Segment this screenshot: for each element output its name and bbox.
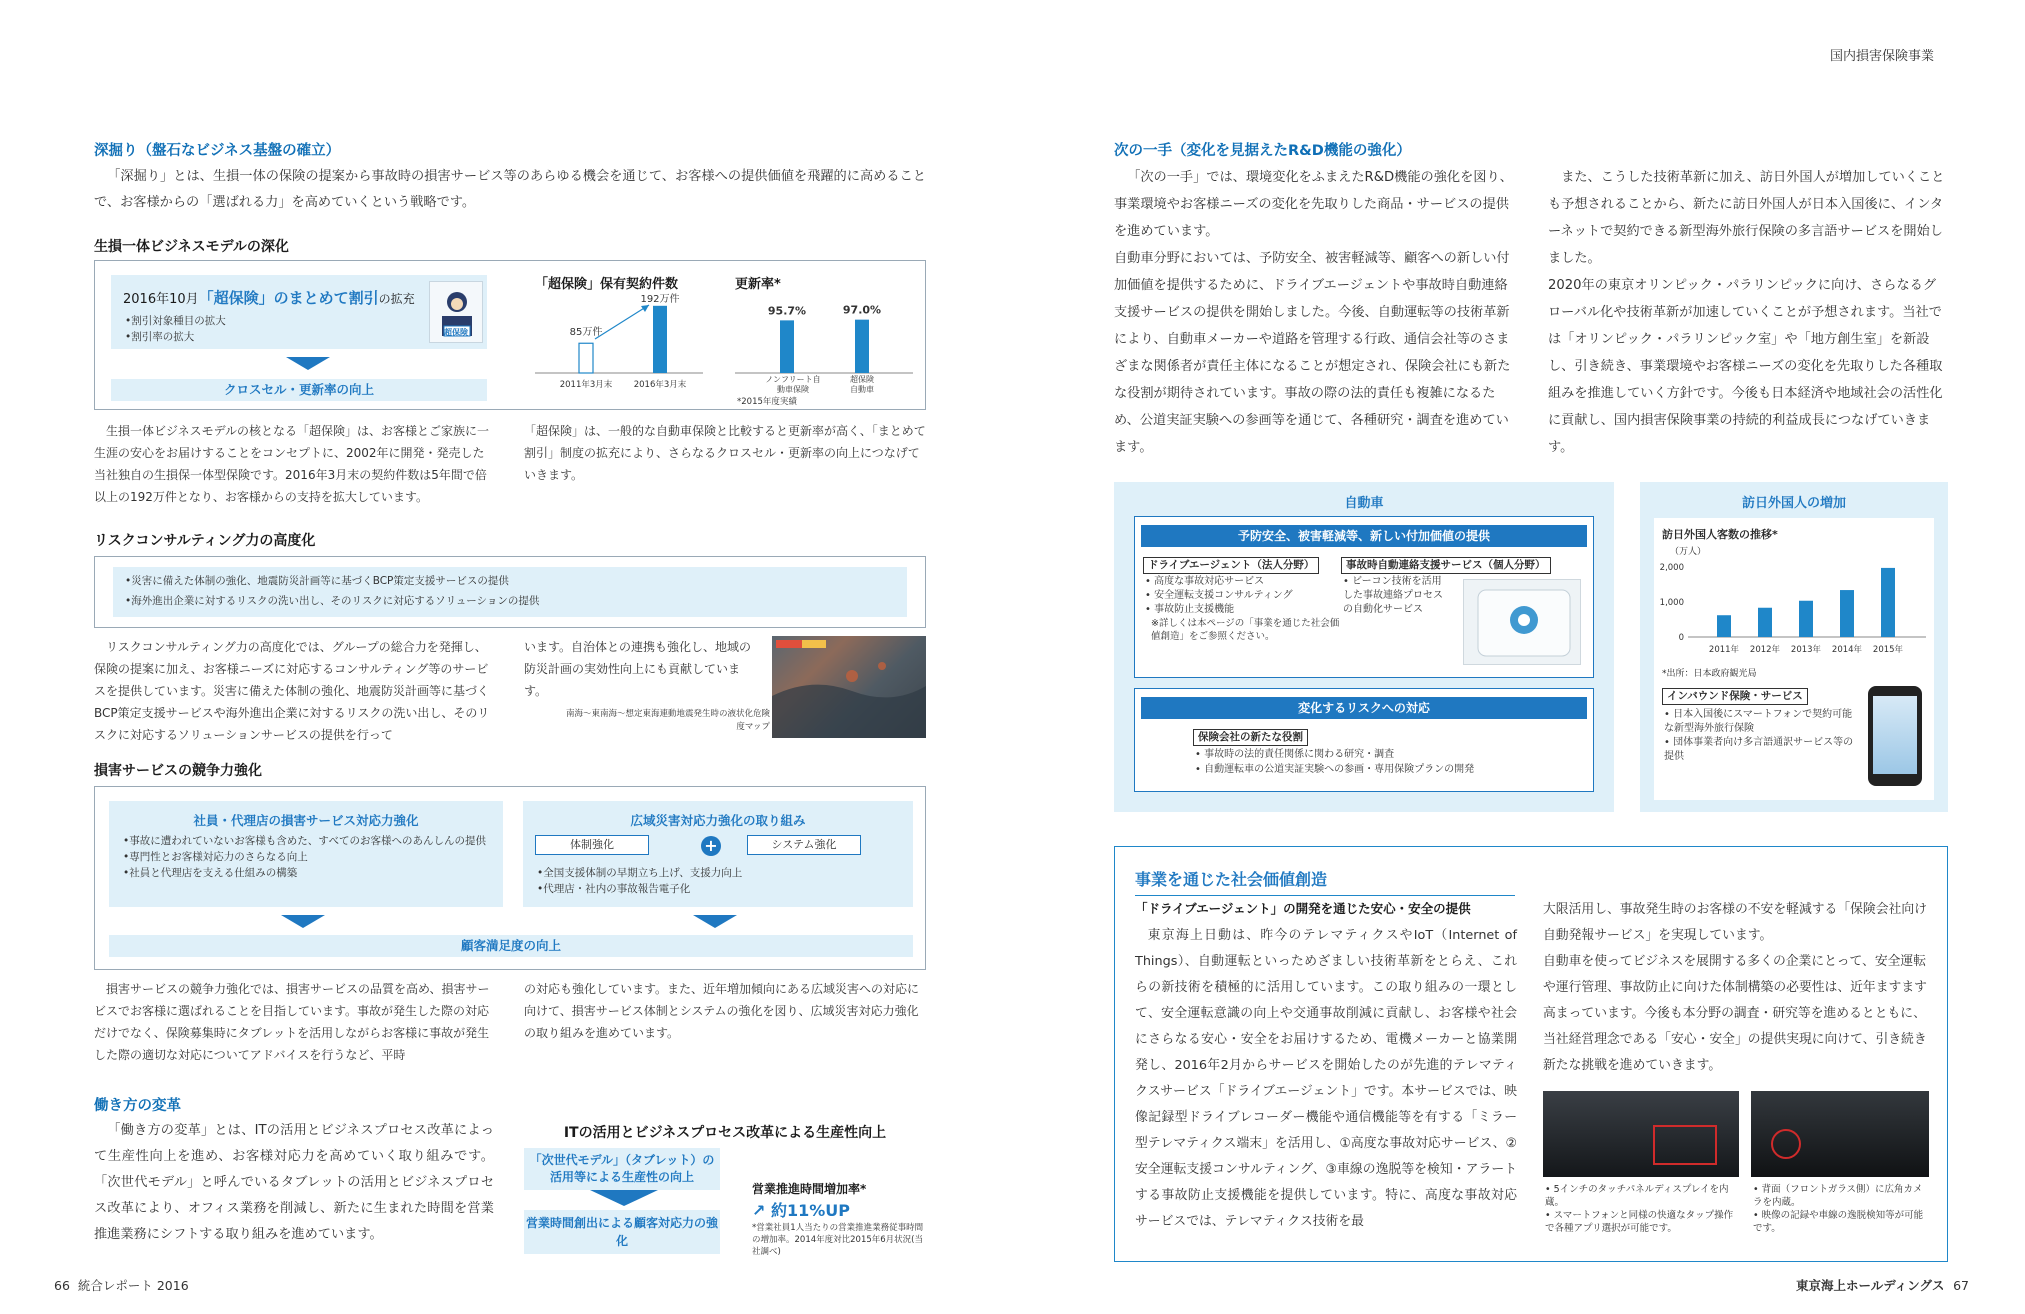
- da-bullet: • 高度な事故対応サービス: [1145, 576, 1265, 587]
- visitors-panel-title: 訪日外国人の増加: [1741, 496, 1846, 511]
- plus-icon: +: [701, 836, 721, 856]
- work-fig-title: ITの活用とビジネスプロセス改革による生産性向上: [563, 1125, 887, 1141]
- next-col1: 「次の一手」では、環境変化をふまえたR&D機能の強化を図り、事業環境やお客様ニーズの変化を先取りした商品・サービスの提供を進めています。 自動車分野においては、予防安全、被害軽減等、顧客への新しい付加価値を提供するために、ドライブエージェントや事故時自動連絡支援サービスの提供を開始しました。今後、自動運転等の技術革新により、自動車メーカーや道路を管理する行政、通信会社等のさまざまな関係者が責任主体になることが想定され、保険会社にも新たな役割が期待されています。事故の際の法的責任も複雑になるため、公道実証実験への参画等を通じて、各種研究・調査を進めています。: [1114, 170, 1513, 455]
- claims-col1-title: 社員・代理店の損害サービス対応力強化: [193, 813, 419, 828]
- claims-col1-bullet: •社員と代理店を支える仕組みの構築: [123, 867, 298, 879]
- chart1-cat-2016: 2016年3月末: [633, 380, 687, 390]
- visitors-chart-title: 訪日外国人客数の推移*: [1662, 528, 1778, 541]
- offer-bullet-2: •割引率の拡大: [125, 331, 195, 343]
- visitors-bar-2012: [1758, 608, 1772, 637]
- crosssell-bar: クロスセル・更新率の向上: [111, 379, 487, 401]
- cap1-line: • 5インチのタッチパネルディスプレイを内蔵。: [1545, 1184, 1729, 1208]
- risk-bullet-2: •海外進出企業に対するリスクの洗い出し、そのリスクに対応するソリューションの提供: [125, 595, 540, 607]
- map-caption: 南海～東南海～想定東海連動地震発生時の液状化危険度マップ: [565, 709, 770, 732]
- csv-heading: 事業を通じた社会価値創造: [1135, 870, 1328, 889]
- offer-title: [123, 287, 415, 308]
- liquefaction-map-image: [772, 636, 926, 738]
- chart1-growth-arrow: [595, 305, 649, 339]
- auto-risk-box: [1134, 688, 1594, 792]
- chart1-arrowhead: [641, 305, 649, 312]
- risk-body-1: リスクコンサルティング力の高度化では、グループの総合力を発揮し、保険の提案に加え、お客様ニーズに対応するコンサルティング等のサービスを提供しています。災害に備えた体制の強化、地震防災計画等に基づくBCP策定支援サービスや海外進出企業に対するリスクの洗い出し、そのリスクに対応するソリューションサービスの提供を行って: [94, 640, 490, 742]
- claims-col2-bullet: •代理店・社内の事故報告電子化: [537, 883, 691, 895]
- claims-col2-bullet: •全国支援体制の早期立ち上げ、支援力向上: [537, 867, 743, 879]
- auto-panel-title: 自動車: [1344, 496, 1384, 511]
- role-bullet: • 自動運転車の公道実証実験への参画・専用保険プランの開発: [1195, 764, 1475, 775]
- visitors-bar-2013: [1799, 601, 1813, 637]
- claims-col1-bullets: [123, 833, 493, 881]
- footer-right: [1796, 1276, 1969, 1294]
- claims-col1: [109, 801, 503, 907]
- smartphone-image: [1868, 686, 1922, 786]
- auto-value-box: [1134, 516, 1594, 678]
- csv-col2: 大限活用し、事故発生時のお客様の不安を軽減する「保険会社向け自動発報サービス」を実現しています。 自動車を使ってビジネスを展開する多くの企業にとって、安全運転や運行管理、事故防止に向けた体制構築の必要性は、近年ますます高まっています。今後も本分野の調査・研究等を進めるとともに、当社経営理念である「安心・安全」の提供実現に向けて、引き続き新たな挑戦を進めていきます。: [1543, 902, 1927, 1073]
- footer-left: [54, 1276, 189, 1294]
- xtick-2013: 2013年: [1790, 645, 1822, 655]
- csv-col1: 東京海上日動は、昨今のテレマティクスやIoT（Internet of Things）、自動運転といっためざましい技術革新をとらえ、これらの新技術を積極的に活用しています。この取り組みの一環として、安全運転意識の向上や交通事故削減に貢献し、お客様や社会にさらなる安心・安全をお届けするため、電機メーカーと協業開発し、2016年2月からサービスを開始したのが先進的テレマティクスサービス「ドライブエージェント」です。本サービスでは、映像記録型ドライブレコーダー機能や通信機能等を有する「ミラー型テレマティクス端末」を活用し、①高度な事故対応サービス、②安全運転支援コンサルティング、③車線の逸脱等を検知・アラートする事故防止支援機能を提供しています。特に、高度な事故対応サービスでは、テレマティクス技術を最: [1135, 928, 1517, 1229]
- work-box-2: 営業時間創出による顧客対応力の強化: [524, 1210, 720, 1254]
- risk-figure: [94, 556, 926, 628]
- inbound-bullets: [1664, 708, 1854, 764]
- mascot-label: 超保険: [444, 328, 468, 337]
- tag-system-structure: 体制強化: [535, 835, 649, 855]
- claims-body-1: 損害サービスの競争力強化では、損害サービスの品質を高め、損害サービスでお客様に選ばれることを目指しています。事故が発生した際の対応だけでなく、保険募集時にタブレットを活用しながらお客様に事故が発生した際の適切な対応についてアドバイスを行うなど、平時: [94, 982, 490, 1062]
- da-note: ※詳しくは本ページの「事業を通じた社会価値創造」をご参照ください。: [1151, 618, 1340, 642]
- da-title: ドライブエージェント（法人分野）: [1143, 557, 1319, 574]
- visitors-inner: [1654, 518, 1934, 800]
- chart2-title: 更新率*: [735, 277, 781, 292]
- cap1: [1545, 1183, 1741, 1235]
- auto-bar-2: 変化するリスクへの対応: [1141, 697, 1587, 719]
- inbound-title: インバウンド保険・サービス: [1662, 688, 1808, 705]
- offer-name: 「超保険」のまとめて割引: [198, 289, 379, 307]
- deep-intro: 「深掘り」とは、生損一体の保険の提案から事故時の損害サービス等のあらゆる機会を通じて、お客様への提供価値を飛躍的に高めることで、お客様からの「選ばれる力」を高めていくという戦略です。: [94, 169, 926, 210]
- cap2: [1753, 1183, 1931, 1235]
- chart1-bar-2011: [579, 343, 593, 373]
- claims-figure: [94, 786, 926, 970]
- csv-sub: 「ドライブエージェント」の開発を通じた安心・安全の提供: [1135, 901, 1471, 916]
- life-figure: [94, 260, 926, 410]
- visitors-unit: （万人）: [1670, 547, 1707, 557]
- down-arrow: [281, 915, 325, 928]
- chart1-bar-2016: [653, 306, 667, 373]
- mirror-device-front-image: [1543, 1091, 1739, 1177]
- mascot-image: [429, 281, 483, 343]
- life-offer-panel: [111, 275, 487, 349]
- inbound-bullet: • 日本入国後にスマートフォンで契約可能な新型海外旅行保険: [1664, 709, 1853, 734]
- visitors-bar-2015: [1881, 568, 1895, 637]
- metric-value: ↗ 約11%UP: [752, 1201, 851, 1220]
- csv-divider: [1135, 895, 1515, 896]
- chart1-value-2011: 85万件: [569, 327, 603, 338]
- xtick-2015: 2015年: [1872, 645, 1904, 655]
- chart1-value-2016: 192万件: [640, 293, 680, 305]
- auto-bar-1: 予防安全、被害軽減等、新しい付加価値の提供: [1141, 525, 1587, 547]
- chart2-svg: [735, 293, 915, 403]
- csv-box: [1114, 846, 1948, 1262]
- claims-col1-bullet: •専門性とお客様対応力のさらなる向上: [123, 851, 308, 863]
- deep-heading: 深掘り（盤石なビジネス基盤の確立）: [94, 143, 341, 159]
- role-title: 保険会社の新たな役割: [1193, 729, 1308, 746]
- chart2-note: *2015年度実績: [737, 397, 797, 407]
- role-bullet: • 事故時の法的責任関係に関わる研究・調査: [1195, 749, 1395, 760]
- down-arrow: [286, 357, 330, 370]
- chart2-cat-super: 超保険自動車: [850, 375, 874, 394]
- auto-contact-title: 事故時自動連絡支援サービス（個人分野）: [1341, 557, 1551, 574]
- da-bullet: • 安全運転支援コンサルティング: [1145, 590, 1293, 601]
- cap1-line: • スマートフォンと同様の快適なタップ操作で各種アプリ選択が可能です。: [1545, 1210, 1734, 1234]
- page-number-right: 67: [1953, 1278, 1969, 1293]
- report-title: 統合レポート 2016: [77, 1278, 189, 1293]
- company-name: 東京海上ホールディングス: [1795, 1278, 1945, 1293]
- work-body: 「働き方の変革」とは、ITの活用とビジネスプロセス改革によって生産性向上を進め、お客様対応力を高めていく取り組みです。「次世代モデル」と呼んでいるタブレットの活用とビジネスプロセス改革により、オフィス業務を削減し、新たに生まれた時間を営業推進業務にシフトする取り組みを進めています。: [94, 1123, 494, 1242]
- down-arrow: [693, 915, 737, 928]
- chart1-cat-2011: 2011年3月末: [559, 380, 613, 390]
- ytick-0: 0: [1678, 633, 1684, 643]
- visitors-chart-svg: [1654, 556, 1934, 666]
- tag-system-enhancement: システム強化: [747, 835, 861, 855]
- offer-bullets: [125, 313, 226, 345]
- next-heading: 次の一手（変化を見据えたR&D機能の強化）: [1114, 143, 1411, 159]
- offer-bullet-1: •割引対象種目の拡大: [125, 315, 226, 327]
- claims-col2-title: 広域災害対応力強化の取り組み: [630, 813, 806, 828]
- role-bullets: [1195, 747, 1575, 777]
- work-heading: 働き方の変革: [94, 1098, 181, 1114]
- section-header: 国内損害保険事業: [1830, 49, 1935, 64]
- satisfaction-bar: 顧客満足度の向上: [109, 935, 913, 957]
- auto-contact-bullet: • ビーコン技術を活用した事故連絡プロセスの自動化サービス: [1343, 576, 1443, 615]
- xtick-2012: 2012年: [1749, 645, 1781, 655]
- chart1-title: 「超保険」保有契約件数: [535, 277, 679, 292]
- life-heading: 生損一体ビジネスモデルの深化: [94, 239, 289, 255]
- metric-note: *営業社員1人当たりの営業推進業務従事時間の増加率。2014年度対比2015年6月状況(当社調べ): [752, 1223, 924, 1257]
- next-col2: また、こうした技術革新に加え、訪日外国人が増加していくことも予想されることから、新たに訪日外国人が日本入国後に、インターネットで契約できる新型海外旅行保険の多言語サービスを開始しました。 2020年の東京オリンピック・パラリンピックに向け、さらなるグローバル化や技術革新が加速していくことが予想されます。当社では「オリンピック・パラリンピック室」や「地方創生室」を新設し、引き続き、事業環境やお客様ニーズの変化を先取りした各種取組みを推進していく方針です。今後も日本経済や地域社会の活性化に貢献し、国内損害保険事業の持続的利益成長につなげていきます。: [1548, 170, 1945, 455]
- visitors-panel: [1640, 482, 1948, 812]
- life-body-1: 生損一体ビジネスモデルの核となる「超保険」は、お客様とご家族に一生涯の安心をお届けすることをコンセプトに、2002年に開発・発売した当社独自の生損保一体型保険です。2016年3月末の契約件数は5年間で倍以上の192万件となり、お客様からの支持を拡大しています。: [94, 424, 490, 504]
- ytick-1000: 1,000: [1659, 598, 1684, 608]
- chart1-svg: [535, 293, 705, 403]
- auto-panel: [1114, 482, 1614, 812]
- ytick-2000: 2,000: [1659, 563, 1684, 573]
- xtick-2014: 2014年: [1831, 645, 1863, 655]
- offer-date: 2016年10月: [123, 292, 199, 307]
- life-body-2: 「超保険」は、一般的な自動車保険と比較すると更新率が高く、「まとめて割引」制度の拡充により、さらなるクロスセル・更新率の向上につなげていきます。: [524, 424, 926, 482]
- chart2-bar-super: [855, 320, 869, 373]
- cap2-line: • 背面（フロントガラス側）に広角カメラを内蔵。: [1753, 1184, 1923, 1208]
- cap2-line: • 映像の記録や車線の逸脱検知等が可能です。: [1753, 1210, 1924, 1234]
- claims-col1-bullet: •事故に遭われていないお客様も含めた、すべてのお客様へのあんしんの提供: [123, 835, 486, 847]
- chart2-value-super: 97.0%: [842, 303, 882, 317]
- visitors-source: *出所：日本政府観光局: [1662, 669, 1757, 679]
- offer-suffix: の拡充: [378, 292, 415, 306]
- chart2-bar-nonfleet: [780, 320, 794, 373]
- risk-bullet-1: •災害に備えた体制の強化、地震防災計画等に基づくBCP策定支援サービスの提供: [125, 575, 509, 587]
- claims-col2: [523, 801, 913, 907]
- down-arrow: [590, 1190, 658, 1206]
- claims-col2-bullets: [537, 865, 907, 897]
- xtick-2011: 2011年: [1708, 645, 1740, 655]
- inbound-bullet: • 団体事業者向け多言語通訳サービス等の提供: [1664, 737, 1854, 762]
- visitors-bar-2011: [1717, 615, 1731, 637]
- page-number-left: 66: [54, 1278, 70, 1293]
- work-box-1: 「次世代モデル」（タブレット）の活用等による生産性の向上: [524, 1148, 720, 1190]
- chart2-cat-nonfleet: ノンフリート自動車保険: [765, 375, 821, 394]
- claims-heading: 損害サービスの競争力強化: [94, 763, 262, 779]
- claims-body-2: の対応も強化しています。また、近年増加傾向にある広域災害への対応に向けて、損害サービス体制とシステムの強化を図り、広域災害対応力強化の取り組みを進めています。: [524, 982, 920, 1040]
- visitors-bar-2014: [1840, 590, 1854, 637]
- risk-panel: [113, 567, 907, 617]
- metric-label: 営業推進時間増加率*: [752, 1182, 867, 1196]
- da-bullets: [1145, 575, 1345, 643]
- beacon-device-image: [1463, 579, 1581, 665]
- risk-body-2: います。自治体との連携も強化し、地域の防災計画の実効性向上にも貢献しています。: [524, 640, 752, 698]
- chart2-value-nonfleet: 95.7%: [767, 304, 807, 318]
- mirror-device-back-image: [1751, 1091, 1929, 1177]
- up-arrow-icon: ↗: [752, 1201, 771, 1220]
- risk-heading: リスクコンサルティング力の高度化: [94, 533, 316, 549]
- da-bullet: • 事故防止支援機能: [1145, 604, 1235, 615]
